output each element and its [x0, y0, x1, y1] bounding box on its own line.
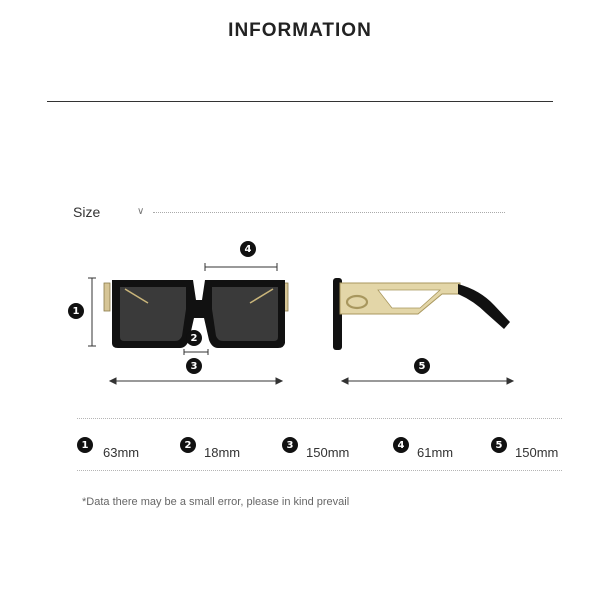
spec-badge-3: 3	[282, 437, 298, 453]
badge-5-temple-length: 5	[414, 358, 430, 374]
spec-badge-4: 4	[393, 437, 409, 453]
spec-bottom-divider	[77, 470, 562, 471]
badge-3-total-width: 3	[186, 358, 202, 374]
badge-1-height: 1	[68, 303, 84, 319]
spec-badge-1: 1	[77, 437, 93, 453]
spec-value-2: 18mm	[204, 445, 241, 460]
spec-value-5: 150mm	[515, 445, 559, 460]
badge-4-lens-width: 4	[240, 241, 256, 257]
spec-badge-2: 2	[180, 437, 196, 453]
spec-value-4: 61mm	[417, 445, 454, 460]
spec-value-3: 150mm	[306, 445, 350, 460]
chevron-down-icon[interactable]: ∨	[137, 206, 145, 217]
disclaimer-note: *Data there may be a small error, please in kind prevail	[82, 496, 350, 508]
side-view-sunglasses	[333, 278, 510, 350]
spec-value-1: 63mm	[103, 445, 140, 460]
badge-2-bridge: 2	[186, 330, 202, 346]
page-title: INFORMATION	[228, 20, 372, 41]
spec-top-divider	[77, 418, 562, 419]
size-label: Size	[73, 204, 101, 220]
spec-badge-5: 5	[491, 437, 507, 453]
